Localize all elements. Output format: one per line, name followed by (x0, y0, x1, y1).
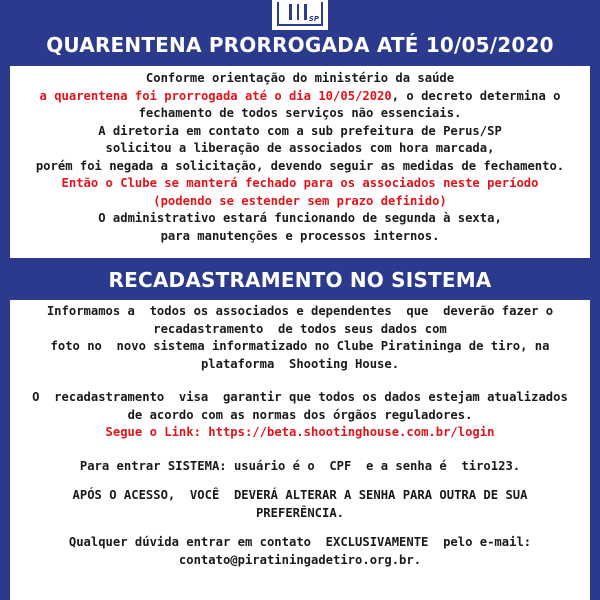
no-deadline-notice: (podendo se estender sem prazo definido) (153, 193, 447, 208)
quarantine-line-5: solicitou a liberação de associados com hora marcada, (105, 141, 495, 155)
registration-line-4: plataforma Shooting House. (200, 356, 400, 371)
registration-heading: RECADASTRAMENTO NO SISTEMA (108, 268, 492, 292)
quarantine-line-1: Conforme orientação do ministério da saúde (145, 71, 455, 85)
quarantine-line-9: O administrativo estará funcionando de segunda à sexta, (98, 211, 502, 225)
logo-emblem (277, 2, 323, 26)
registration-line-1: Informamos a todos os associados e dependentes que deverão fazer o (46, 304, 554, 318)
quarantine-decree-text: , o decreto determina o (391, 88, 561, 103)
password-change-line-2: PREFERÊNCIA. (255, 505, 345, 520)
quarantine-line-3: fechamento de todos serviços não essenciais. (138, 106, 462, 120)
quarantine-heading: QUARENTENA PRORROGADA ATÉ 10/05/2020 (46, 33, 554, 57)
spacer (10, 442, 590, 458)
quarantine-line-4: A diretoria em contato com a sub prefeitura de Perus/SP (98, 123, 502, 138)
quarantine-line-10: para manutenções e processos internos. (160, 228, 440, 243)
registration-link-line (10, 424, 590, 442)
contact-line: Qualquer dúvida entrar em contato EXCLUSIVAMENTE pelo e-mail: (68, 535, 532, 549)
registration-link[interactable]: https://beta.shootinghouse.com.br/login (208, 425, 495, 439)
quarantine-line-6: porém foi negada a solicitação, devendo seguir as medidas de fechamento. (35, 158, 565, 173)
link-label: Segue o Link: (105, 425, 209, 439)
registration-panel (10, 300, 590, 600)
registration-line-2: recadastramento de todos seus dados com (153, 321, 447, 336)
logo-columns-icon (289, 4, 307, 20)
club-logo (272, 0, 328, 30)
registration-line-5: O recadastramento visa garantir que todos os dados estejam atualizados (32, 390, 568, 404)
spacer (10, 373, 590, 389)
quarantine-panel (10, 66, 590, 258)
registration-line-3: foto no novo sistema informatizado no Clube Piratininga de tiro, na (50, 339, 550, 353)
spacer (10, 522, 590, 534)
quarantine-line-2 (10, 88, 590, 106)
login-instructions: Para entrar SISTEMA: usuário é o CPF e a senha é tiro123. (79, 458, 521, 473)
quarantine-extension-text: a quarentena foi prorrogada até o dia 10/05/2020 (39, 88, 392, 103)
spacer (10, 475, 590, 487)
password-change-line-1: APÓS O ACESSO, VOCÊ DEVERÁ ALTERAR A SENHA PARA OUTRA DE SUA (72, 488, 528, 502)
contact-email[interactable]: contato@piratiningadetiro.org.br. (178, 552, 422, 567)
club-closed-notice: Então o Clube se manterá fechado para os associados neste período (61, 176, 539, 190)
logo-sp-text: SP (308, 15, 319, 23)
registration-line-6: de acordo com as normas dos órgãos reguladores. (127, 407, 473, 422)
